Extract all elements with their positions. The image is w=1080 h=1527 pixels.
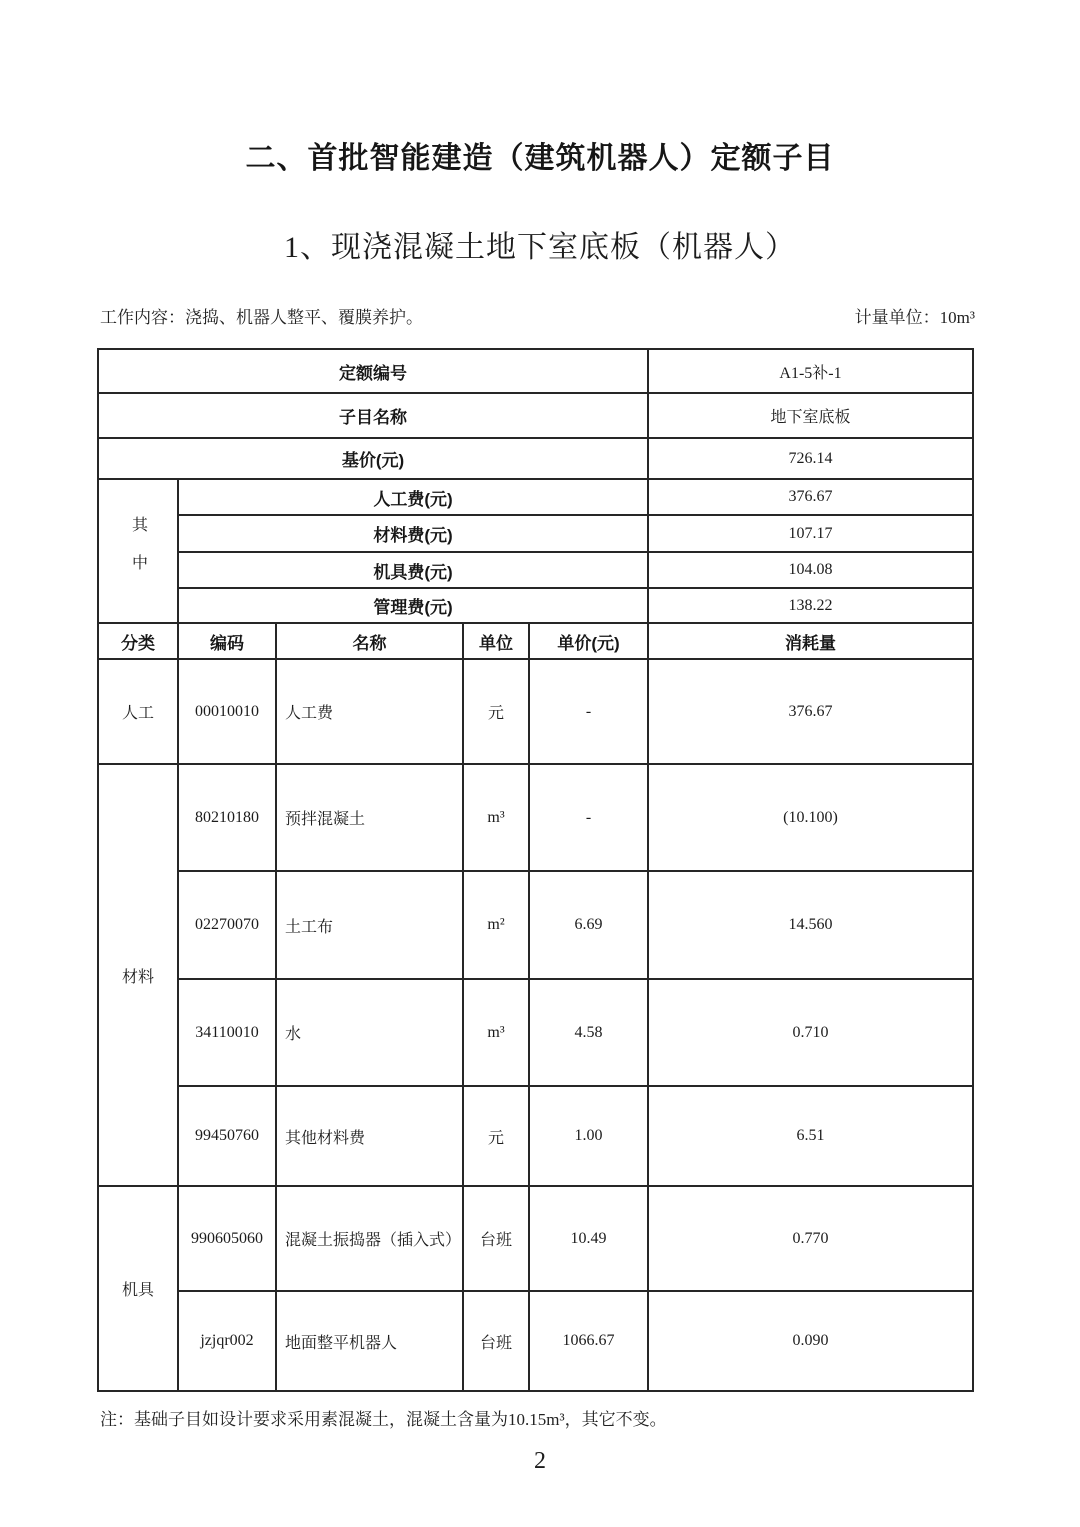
col-header-unit-price: 单价(元) [529,623,648,659]
cell-code: 34110010 [178,979,276,1086]
cell-code: 990605060 [178,1186,276,1291]
section-subtitle: 1、现浇混凝土地下室底板（机器人） [284,231,796,264]
item-name-label: 子目名称 [98,393,648,438]
cell-unit-price: 10.49 [529,1186,648,1291]
labor-fee-label: 人工费(元) [178,479,648,515]
cell-unit: m³ [463,979,529,1086]
item-name-value: 地下室底板 [648,393,973,438]
cell-consumption: 14.560 [648,871,973,979]
cell-consumption: 0.090 [648,1291,973,1391]
table-row [98,438,973,479]
cell-name: 预拌混凝土 [276,764,463,871]
cell-name: 其他材料费 [276,1086,463,1186]
table-row [98,479,973,515]
col-header-code: 编码 [178,623,276,659]
base-price-value: 726.14 [648,438,973,479]
work-content-text: 工作内容：浇捣、机器人整平、覆膜养护。 [100,308,423,327]
labor-fee-value: 376.67 [648,479,973,515]
cell-unit: 台班 [463,1291,529,1391]
material-fee-label: 材料费(元) [178,515,648,552]
material-fee-value: 107.17 [648,515,973,552]
table-row [98,1291,973,1391]
quota-code-value: A1-5补-1 [648,349,973,393]
cell-unit-price: - [529,764,648,871]
table-row [98,764,973,871]
cell-consumption: 0.770 [648,1186,973,1291]
col-header-consumption: 消耗量 [648,623,973,659]
cell-consumption: 376.67 [648,659,973,764]
cell-unit-price: 1066.67 [529,1291,648,1391]
cell-code: 99450760 [178,1086,276,1186]
cell-unit-price: 1.00 [529,1086,648,1186]
cell-unit-price: 6.69 [529,871,648,979]
quota-code-label: 定额编号 [98,349,648,393]
footnote: 注：基础子目如设计要求采用素混凝土，混凝土含量为10.15m³，其它不变。 [100,1410,667,1429]
table-row [98,1186,973,1291]
page-number: 2 [534,1448,546,1474]
cell-unit: 元 [463,1086,529,1186]
cell-unit-price: - [529,659,648,764]
machine-fee-value: 104.08 [648,552,973,588]
table-row [98,349,973,393]
category-labor: 人工 [98,659,178,764]
cell-code: 00010010 [178,659,276,764]
cell-consumption: 0.710 [648,979,973,1086]
table-header-row [98,623,973,659]
cell-consumption: 6.51 [648,1086,973,1186]
work-content-row [100,303,975,328]
table-row [98,979,973,1086]
col-header-category: 分类 [98,623,178,659]
cell-unit: m³ [463,764,529,871]
management-fee-value: 138.22 [648,588,973,623]
machine-fee-label: 机具费(元) [178,552,648,588]
table-row [98,871,973,979]
category-machine: 机具 [98,1186,178,1391]
col-header-unit: 单位 [463,623,529,659]
cell-code: jzjqr002 [178,1291,276,1391]
col-header-name: 名称 [276,623,463,659]
category-material: 材料 [98,764,178,1186]
base-price-label: 基价(元) [98,438,648,479]
cell-code: 80210180 [178,764,276,871]
table-row [98,515,973,552]
cell-unit: 元 [463,659,529,764]
management-fee-label: 管理费(元) [178,588,648,623]
measure-unit-text: 计量单位：10m³ [854,308,975,327]
table-row [98,659,973,764]
cell-consumption: (10.100) [648,764,973,871]
cell-name: 人工费 [276,659,463,764]
table-row [98,552,973,588]
cell-name: 地面整平机器人 [276,1291,463,1391]
table-row [98,393,973,438]
cell-name: 混凝土振捣器（插入式） [276,1186,463,1291]
table-row [98,1086,973,1186]
cell-name: 土工布 [276,871,463,979]
quota-table [97,348,974,1392]
among-which-cell [98,479,178,623]
page-title: 二、首批智能建造（建筑机器人）定额子目 [245,142,835,175]
cell-unit: m² [463,871,529,979]
cell-name: 水 [276,979,463,1086]
table-row [98,588,973,623]
among-which-label: 其中 [129,515,147,592]
cell-unit: 台班 [463,1186,529,1291]
cell-code: 02270070 [178,871,276,979]
cell-unit-price: 4.58 [529,979,648,1086]
